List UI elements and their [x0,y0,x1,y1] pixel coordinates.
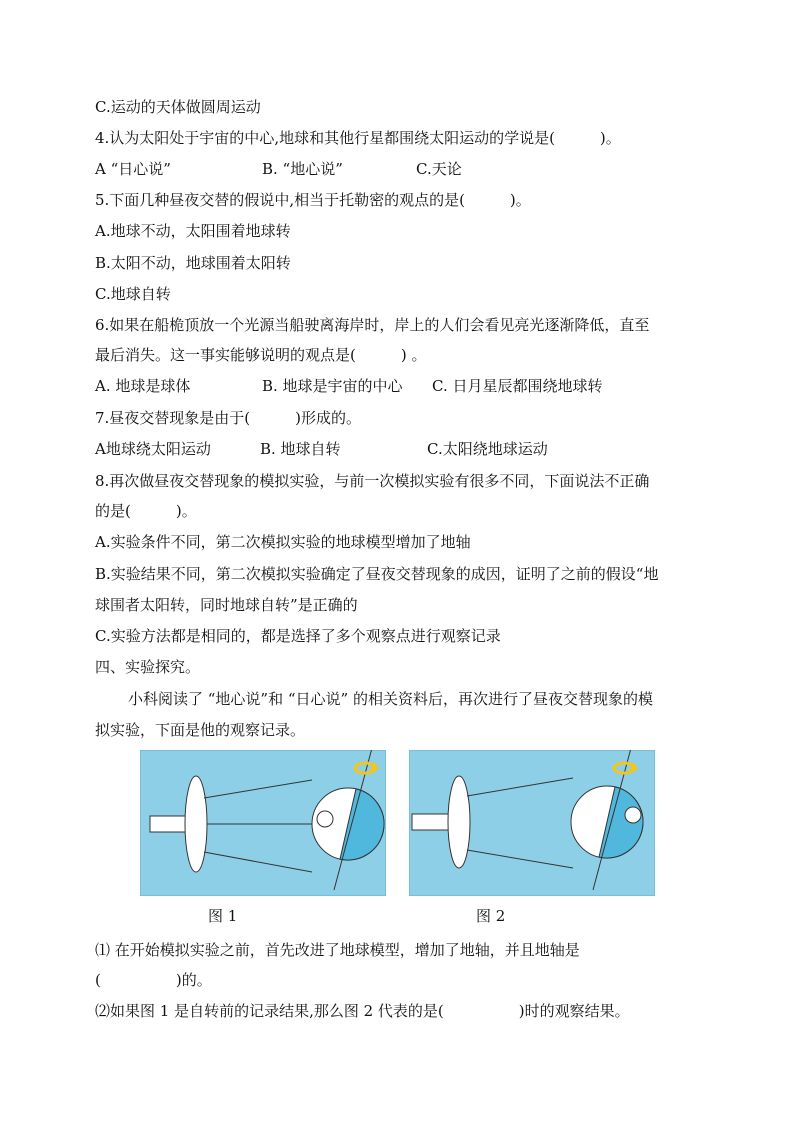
q8-stem-line1: 8.再次做昼夜交替现象的模拟实验，与前一次模拟实验有很多不同，下面说法不正确 [95,472,650,490]
q4-option-b: B. “地心说” [262,160,343,178]
q8-option-b-line1: B.实验结果不同，第二次模拟实验确定了昼夜交替现象的成因，证明了之前的假设“地 [95,565,659,583]
q7-stem: 7.昼夜交替现象是由于( )形成的。 [95,409,362,427]
section-intro-line2: 拟实验，下面是他的观察记录。 [95,721,306,739]
figure-2-caption: 图 2 [476,907,506,925]
q8-option-b-line2: 球围者太阳转，同时地球自转”是正确的 [95,596,358,614]
q7-option-b: B. 地球自转 [260,440,341,458]
q6-option-a: A. 地球是球体 [95,377,191,395]
observation-point [625,807,641,823]
figure-2 [409,750,655,896]
q8-stem-line2: 的是( )。 [95,502,197,520]
section-intro-line1: 小科阅读了 “地心说”和 “日心说” 的相关资料后，再次进行了昼夜交替现象的模 [128,690,653,708]
figure-1 [140,750,386,896]
q6-stem-line1: 6.如果在船桅顶放一个光源当船驶离海岸时，岸上的人们会看见亮光逐渐降低，直至 [95,316,650,334]
q7-option-c: C.太阳绕地球运动 [427,440,548,458]
sub-question-2: ⑵如果图 1 是自转前的记录结果,那么图 2 代表的是( )时的观察结果。 [95,1002,630,1020]
q5-stem: 5.下面几种昼夜交替的假说中,相当于托勒密的观点的是( )。 [95,191,531,209]
sub-question-1-line1: ⑴ 在开始模拟实验之前，首先改进了地球模型，增加了地轴，并且地轴是 [95,941,580,959]
q5-option-a: A.地球不动，太阳围着地球转 [95,222,291,240]
q4-stem: 4.认为太阳处于宇宙的中心,地球和其他行星都围绕太阳运动的学说是( )。 [95,129,621,147]
section-heading: 四、实验探究。 [95,658,201,676]
q6-option-b: B. 地球是宇宙的中心 [262,377,403,395]
q7-option-a: A地球绕太阳运动 [95,440,211,458]
flashlight-lens [448,776,470,868]
q4-option-a: A “日心说” [95,160,171,178]
q8-option-c: C.实验方法都是相同的，都是选择了多个观察点进行观察记录 [95,627,501,645]
sub-question-1-line2: ( )的。 [95,971,212,989]
q5-option-b: B.太阳不动，地球围着太阳转 [95,254,291,272]
q3-option-c: C.运动的天体做圆周运动 [95,98,261,116]
q5-option-c: C.地球自转 [95,285,171,303]
q8-option-a: A.实验条件不同，第二次模拟实验的地球模型增加了地轴 [95,533,471,551]
figure-1-caption: 图 1 [208,907,238,925]
q6-option-c: C. 日月星辰都围绕地球转 [432,377,603,395]
observation-point [317,811,333,827]
flashlight-lens [185,776,207,872]
q6-stem-line2: 最后消失。这一事实能够说明的观点是( ) 。 [95,346,427,364]
q4-option-c: C.天论 [416,160,462,178]
flashlight-handle [412,814,452,830]
